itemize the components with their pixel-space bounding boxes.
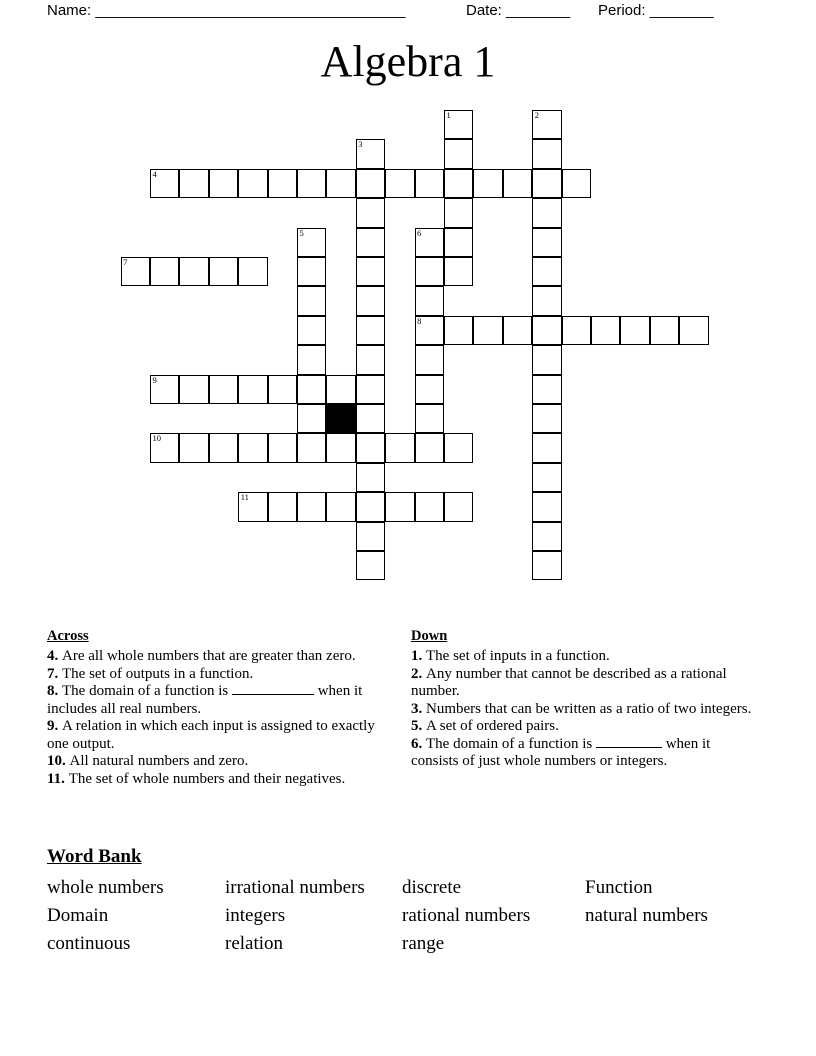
word-bank-item[interactable]: Function bbox=[585, 877, 653, 898]
crossword-cell[interactable] bbox=[415, 169, 444, 198]
crossword-cell[interactable] bbox=[238, 375, 267, 404]
crossword-cell[interactable] bbox=[444, 492, 473, 521]
crossword-cell[interactable] bbox=[415, 286, 444, 315]
crossword-cell[interactable] bbox=[209, 257, 238, 286]
word-bank-item[interactable]: whole numbers bbox=[47, 877, 164, 898]
crossword-cell[interactable] bbox=[179, 169, 208, 198]
crossword-cell[interactable] bbox=[238, 433, 267, 462]
crossword-cell[interactable] bbox=[356, 228, 385, 257]
crossword-cell[interactable] bbox=[297, 257, 326, 286]
crossword-cell[interactable] bbox=[356, 257, 385, 286]
crossword-cell[interactable] bbox=[532, 110, 561, 139]
crossword-cell[interactable] bbox=[356, 551, 385, 580]
crossword-cell[interactable] bbox=[415, 228, 444, 257]
crossword-cell[interactable] bbox=[444, 228, 473, 257]
word-bank-item[interactable]: continuous bbox=[47, 933, 131, 954]
crossword-cell[interactable] bbox=[532, 463, 561, 492]
crossword-cell[interactable] bbox=[473, 169, 502, 198]
crossword-cell[interactable] bbox=[444, 198, 473, 227]
cell-number: 5 bbox=[299, 227, 304, 238]
clue-text: The set of inputs in a function. bbox=[426, 648, 610, 664]
crossword-cell[interactable] bbox=[179, 375, 208, 404]
across-clues-column bbox=[47, 628, 392, 788]
crossword-cell[interactable] bbox=[444, 433, 473, 462]
crossword-cell[interactable] bbox=[326, 375, 355, 404]
crossword-cell[interactable] bbox=[356, 286, 385, 315]
crossword-cell[interactable] bbox=[444, 169, 473, 198]
crossword-cell[interactable] bbox=[356, 139, 385, 168]
period-label: Period: bbox=[598, 2, 646, 19]
crossword-cell[interactable] bbox=[650, 316, 679, 345]
down-clue-3 bbox=[411, 701, 756, 719]
crossword-cell[interactable] bbox=[415, 316, 444, 345]
word-bank-item[interactable]: range bbox=[402, 933, 445, 954]
name-blank-rule[interactable]: _______________________________________ bbox=[95, 2, 406, 19]
clue-number: 11. bbox=[47, 770, 69, 787]
clue-number: 9. bbox=[47, 718, 62, 734]
crossword-cell[interactable] bbox=[179, 257, 208, 286]
crossword-cell[interactable] bbox=[532, 345, 561, 374]
crossword-cell[interactable] bbox=[356, 433, 385, 462]
crossword-cell[interactable] bbox=[385, 492, 414, 521]
clue-text: All natural numbers and zero. bbox=[69, 753, 249, 769]
crossword-cell[interactable] bbox=[532, 316, 561, 345]
crossword-cell[interactable] bbox=[297, 286, 326, 315]
crossword-cell[interactable] bbox=[268, 169, 297, 198]
crossword-cell[interactable] bbox=[444, 257, 473, 286]
crossword-cell[interactable] bbox=[356, 345, 385, 374]
cell-number: 9 bbox=[152, 374, 157, 385]
crossword-cell[interactable] bbox=[503, 316, 532, 345]
crossword-cell[interactable] bbox=[532, 551, 561, 580]
crossword-cell[interactable] bbox=[444, 110, 473, 139]
down-heading: Down bbox=[411, 628, 448, 644]
clue-text: Are all whole numbers that are greater than zero. bbox=[62, 648, 356, 664]
cell-number: 7 bbox=[123, 257, 128, 267]
cell-number: 2 bbox=[534, 110, 539, 120]
crossword-cell[interactable] bbox=[473, 316, 502, 345]
crossword-cell[interactable] bbox=[532, 375, 561, 404]
crossword-cell[interactable] bbox=[297, 433, 326, 462]
clue-number: 4. bbox=[47, 648, 62, 664]
crossword-cell[interactable] bbox=[356, 404, 385, 433]
crossword-cell[interactable] bbox=[150, 375, 179, 404]
crossword-cell[interactable] bbox=[297, 169, 326, 198]
word-bank-item[interactable]: irrational numbers bbox=[225, 877, 365, 898]
clue-text: when it consists of just whole numbers or integers. bbox=[411, 735, 711, 769]
crossword-cell[interactable] bbox=[385, 433, 414, 462]
word-bank-item[interactable]: natural numbers bbox=[585, 905, 708, 926]
word-bank-row bbox=[47, 930, 757, 958]
crossword-cell[interactable] bbox=[532, 198, 561, 227]
crossword-cell[interactable] bbox=[415, 433, 444, 462]
crossword-blocked-cell bbox=[326, 404, 355, 433]
cell-number: 10 bbox=[152, 433, 161, 444]
word-bank-item[interactable]: rational numbers bbox=[402, 905, 531, 926]
crossword-cell[interactable] bbox=[415, 257, 444, 286]
crossword-cell[interactable] bbox=[356, 492, 385, 521]
down-clues-column bbox=[411, 628, 756, 771]
word-bank-item[interactable]: integers bbox=[225, 905, 286, 926]
word-bank-item[interactable]: relation bbox=[225, 933, 284, 954]
crossword-cell[interactable] bbox=[268, 492, 297, 521]
crossword-cell[interactable] bbox=[121, 257, 150, 286]
crossword-cell[interactable] bbox=[356, 463, 385, 492]
cell-number: 4 bbox=[152, 168, 157, 179]
crossword-cell[interactable] bbox=[238, 257, 267, 286]
crossword-cell[interactable] bbox=[415, 345, 444, 374]
across-heading: Across bbox=[47, 628, 89, 644]
across-clue-9 bbox=[47, 718, 392, 753]
crossword-cell[interactable] bbox=[356, 169, 385, 198]
word-bank-row bbox=[47, 902, 757, 930]
crossword-cell[interactable] bbox=[297, 375, 326, 404]
across-clue-10 bbox=[47, 753, 392, 771]
crossword-cell[interactable] bbox=[150, 433, 179, 462]
down-clue-6 bbox=[411, 736, 756, 771]
word-bank-item[interactable]: Domain bbox=[47, 905, 109, 926]
cell-number: 11 bbox=[240, 492, 249, 503]
across-clue-8 bbox=[47, 683, 392, 718]
crossword-cell[interactable] bbox=[385, 169, 414, 198]
page-title: Algebra 1 bbox=[320, 37, 496, 86]
crossword-cell[interactable] bbox=[532, 228, 561, 257]
crossword-cell[interactable] bbox=[503, 169, 532, 198]
crossword-cell[interactable] bbox=[209, 433, 238, 462]
crossword-cell[interactable] bbox=[297, 345, 326, 374]
clue-number: 5. bbox=[411, 718, 426, 734]
down-clue-5 bbox=[411, 718, 756, 736]
period-blank-rule[interactable]: ________ bbox=[649, 2, 714, 19]
across-clue-4 bbox=[47, 648, 392, 666]
crossword-cell[interactable] bbox=[532, 139, 561, 168]
crossword-cell[interactable] bbox=[268, 433, 297, 462]
clue-number: 3. bbox=[411, 700, 426, 717]
clue-text: The domain of a function is bbox=[62, 683, 232, 699]
clue-text: A relation in which each input is assigned to exactly one output. bbox=[47, 718, 375, 752]
word-bank-table bbox=[47, 874, 757, 958]
date-blank-rule[interactable]: ________ bbox=[506, 2, 570, 19]
crossword-cell[interactable] bbox=[326, 433, 355, 462]
crossword-cell[interactable] bbox=[415, 375, 444, 404]
crossword-cell[interactable] bbox=[268, 375, 297, 404]
crossword-cell[interactable] bbox=[591, 316, 620, 345]
down-clue-list bbox=[411, 648, 756, 771]
word-bank-heading: Word Bank bbox=[47, 846, 142, 867]
clue-number: 2. bbox=[411, 665, 426, 682]
word-bank-item[interactable]: discrete bbox=[402, 877, 462, 898]
crossword-cell[interactable] bbox=[356, 375, 385, 404]
name-label: Name: bbox=[47, 2, 92, 19]
down-clue-2 bbox=[411, 666, 756, 701]
crossword-cell[interactable] bbox=[179, 433, 208, 462]
crossword-cell[interactable] bbox=[562, 169, 591, 198]
clue-number: 6. bbox=[411, 735, 426, 752]
clue-number: 7. bbox=[47, 665, 62, 682]
crossword-cell[interactable] bbox=[297, 228, 326, 257]
word-bank-section bbox=[47, 845, 787, 958]
crossword-cell[interactable] bbox=[326, 492, 355, 521]
crossword-cell[interactable] bbox=[415, 404, 444, 433]
cell-number: 6 bbox=[417, 227, 422, 238]
crossword-cell[interactable] bbox=[532, 522, 561, 551]
crossword-cell[interactable] bbox=[356, 198, 385, 227]
crossword-cell[interactable] bbox=[297, 404, 326, 433]
crossword-cell[interactable] bbox=[238, 492, 267, 521]
across-clue-7 bbox=[47, 666, 392, 684]
clue-text: Numbers that can be written as a ratio of two integers. bbox=[426, 700, 752, 717]
cell-number: 8 bbox=[417, 315, 422, 326]
crossword-cell[interactable] bbox=[620, 316, 649, 345]
crossword-cell[interactable] bbox=[532, 433, 561, 462]
down-clue-1 bbox=[411, 648, 756, 666]
word-bank-empty bbox=[585, 930, 757, 958]
cell-number: 3 bbox=[358, 139, 363, 150]
crossword-cell[interactable] bbox=[209, 169, 238, 198]
crossword-cell[interactable] bbox=[415, 492, 444, 521]
clue-text: when it includes all real numbers. bbox=[47, 683, 363, 717]
crossword-cell[interactable] bbox=[562, 316, 591, 345]
clue-number: 10. bbox=[47, 753, 70, 769]
clue-number: 1. bbox=[411, 648, 426, 664]
crossword-cell[interactable] bbox=[532, 492, 561, 521]
clue-number: 8. bbox=[47, 683, 62, 699]
crossword-cell[interactable] bbox=[532, 286, 561, 315]
clue-text: Any number that cannot be described as a rational number. bbox=[411, 665, 727, 699]
crossword-cell[interactable] bbox=[297, 492, 326, 521]
clue-text: A set of ordered pairs. bbox=[426, 718, 559, 734]
crossword-cell[interactable] bbox=[356, 316, 385, 345]
crossword-cell[interactable] bbox=[444, 316, 473, 345]
crossword-cell[interactable] bbox=[238, 169, 267, 198]
across-clue-11 bbox=[47, 771, 392, 789]
clue-answer-blank[interactable] bbox=[596, 747, 662, 748]
word-bank-row bbox=[47, 874, 757, 902]
crossword-cell[interactable] bbox=[532, 404, 561, 433]
crossword-cell[interactable] bbox=[150, 257, 179, 286]
clue-text: The domain of a function is bbox=[426, 735, 596, 752]
crossword-cell[interactable] bbox=[209, 375, 238, 404]
crossword-cell[interactable] bbox=[532, 169, 561, 198]
clue-answer-blank[interactable] bbox=[232, 694, 314, 695]
crossword-cell[interactable] bbox=[679, 316, 708, 345]
crossword-cell[interactable] bbox=[532, 257, 561, 286]
crossword-cell[interactable] bbox=[297, 316, 326, 345]
crossword-cell[interactable] bbox=[326, 169, 355, 198]
date-label: Date: bbox=[466, 2, 502, 19]
clue-text: The set of whole numbers and their negatives. bbox=[68, 770, 346, 787]
crossword-cell[interactable] bbox=[150, 169, 179, 198]
crossword-cell[interactable] bbox=[444, 139, 473, 168]
crossword-cell[interactable] bbox=[356, 522, 385, 551]
clues-section bbox=[0, 628, 816, 818]
clue-text: The set of outputs in a function. bbox=[62, 665, 254, 682]
across-clue-list bbox=[47, 648, 392, 788]
cell-number: 1 bbox=[446, 110, 451, 120]
